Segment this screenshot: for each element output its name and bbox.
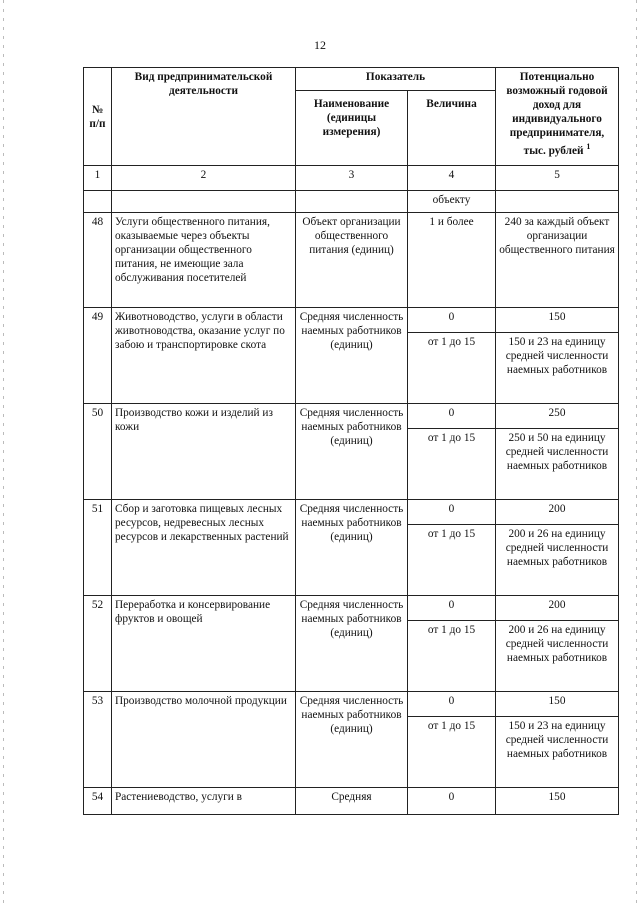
indicator-value-cell: от 1 до 15 bbox=[408, 525, 496, 596]
indicator-name-cell: Средняя численность наемных работников (единиц) bbox=[296, 692, 408, 788]
row-number: 48 bbox=[84, 213, 112, 308]
income-cell: 150 и 23 на единицу средней численности наемных работников bbox=[496, 717, 619, 788]
table-row bbox=[84, 788, 619, 815]
indicator-value-cell: 0 bbox=[408, 692, 496, 717]
header-income-footnote: 1 bbox=[586, 142, 591, 151]
header-indicator: Показатель bbox=[296, 68, 496, 91]
indicator-value-cell: 0 bbox=[408, 404, 496, 429]
table-row bbox=[84, 500, 619, 525]
indicator-name-cell: Средняя численность наемных работников (единиц) bbox=[296, 404, 408, 500]
activity-cell: Растениеводство, услуги в bbox=[112, 788, 296, 815]
income-cell: 150 и 23 на единицу средней численности наемных работников bbox=[496, 333, 619, 404]
table-row bbox=[84, 404, 619, 429]
page-number: 12 bbox=[314, 38, 326, 52]
indicator-name-cell: Средняя численность наемных работников (единиц) bbox=[296, 308, 408, 404]
column-number: 1 bbox=[84, 166, 112, 191]
header-income-text: Потенциально возможный годовой доход для индивидуального предпринимателя, тыс. рублей bbox=[506, 71, 608, 157]
income-cell: 200 bbox=[496, 500, 619, 525]
row-number: 49 bbox=[84, 308, 112, 404]
continuation-cell bbox=[496, 191, 619, 213]
column-number: 2 bbox=[112, 166, 296, 191]
income-table bbox=[83, 67, 619, 815]
income-cell: 240 за каждый объект организации общественного питания bbox=[496, 213, 619, 308]
indicator-value-cell: 0 bbox=[408, 500, 496, 525]
header-income bbox=[496, 68, 619, 166]
header-no: № п/п bbox=[84, 68, 112, 166]
header-name: Наименование (единицы измерения) bbox=[296, 91, 408, 166]
indicator-name-cell: Средняя численность наемных работников (единиц) bbox=[296, 500, 408, 596]
continuation-cell bbox=[84, 191, 112, 213]
continuation-cell bbox=[296, 191, 408, 213]
income-cell: 150 bbox=[496, 788, 619, 815]
row-number: 54 bbox=[84, 788, 112, 815]
continuation-value: объекту bbox=[408, 191, 496, 213]
indicator-value-cell: 1 и более bbox=[408, 213, 496, 308]
activity-cell: Производство молочной продукции bbox=[112, 692, 296, 788]
income-cell: 200 и 26 на единицу средней численности наемных работников bbox=[496, 525, 619, 596]
indicator-name-cell: Средняя bbox=[296, 788, 408, 815]
table-row bbox=[84, 308, 619, 333]
column-number: 5 bbox=[496, 166, 619, 191]
indicator-name-cell: Объект организации общественного питания (единиц) bbox=[296, 213, 408, 308]
header-value: Величина bbox=[408, 91, 496, 166]
row-number: 52 bbox=[84, 596, 112, 692]
indicator-value-cell: 0 bbox=[408, 788, 496, 815]
indicator-value-cell: 0 bbox=[408, 596, 496, 621]
indicator-value-cell: от 1 до 15 bbox=[408, 333, 496, 404]
row-number: 51 bbox=[84, 500, 112, 596]
header-row-1 bbox=[84, 68, 619, 91]
indicator-value-cell: от 1 до 15 bbox=[408, 717, 496, 788]
income-cell: 150 bbox=[496, 308, 619, 333]
row-number: 53 bbox=[84, 692, 112, 788]
indicator-value-cell: 0 bbox=[408, 308, 496, 333]
activity-cell: Животноводство, услуги в области животноводства, оказание услуг по забою и транспортировке скота bbox=[112, 308, 296, 404]
indicator-value-cell: от 1 до 15 bbox=[408, 621, 496, 692]
left-edge-mark bbox=[3, 0, 4, 905]
income-cell: 250 и 50 на единицу средней численности наемных работников bbox=[496, 429, 619, 500]
income-cell: 200 и 26 на единицу средней численности наемных работников bbox=[496, 621, 619, 692]
activity-cell: Производство кожи и изделий из кожи bbox=[112, 404, 296, 500]
income-cell: 150 bbox=[496, 692, 619, 717]
activity-cell: Переработка и консервирование фруктов и овощей bbox=[112, 596, 296, 692]
column-number: 4 bbox=[408, 166, 496, 191]
income-cell: 200 bbox=[496, 596, 619, 621]
indicator-value-cell: от 1 до 15 bbox=[408, 429, 496, 500]
continuation-cell bbox=[112, 191, 296, 213]
continuation-row bbox=[84, 191, 619, 213]
row-number: 50 bbox=[84, 404, 112, 500]
header-activity: Вид предпринимательской деятельности bbox=[112, 68, 296, 166]
indicator-name-cell: Средняя численность наемных работников (единиц) bbox=[296, 596, 408, 692]
table-row bbox=[84, 213, 619, 308]
column-number: 3 bbox=[296, 166, 408, 191]
activity-cell: Сбор и заготовка пищевых лесных ресурсов, недревесных лесных ресурсов и лекарственных растений bbox=[112, 500, 296, 596]
right-edge-mark bbox=[636, 0, 637, 905]
table-row bbox=[84, 692, 619, 717]
income-cell: 250 bbox=[496, 404, 619, 429]
activity-cell: Услуги общественного питания, оказываемые через объекты организации общественного питания, не имеющие зала обслуживания посетителей bbox=[112, 213, 296, 308]
table-row bbox=[84, 596, 619, 621]
column-number-row bbox=[84, 166, 619, 191]
